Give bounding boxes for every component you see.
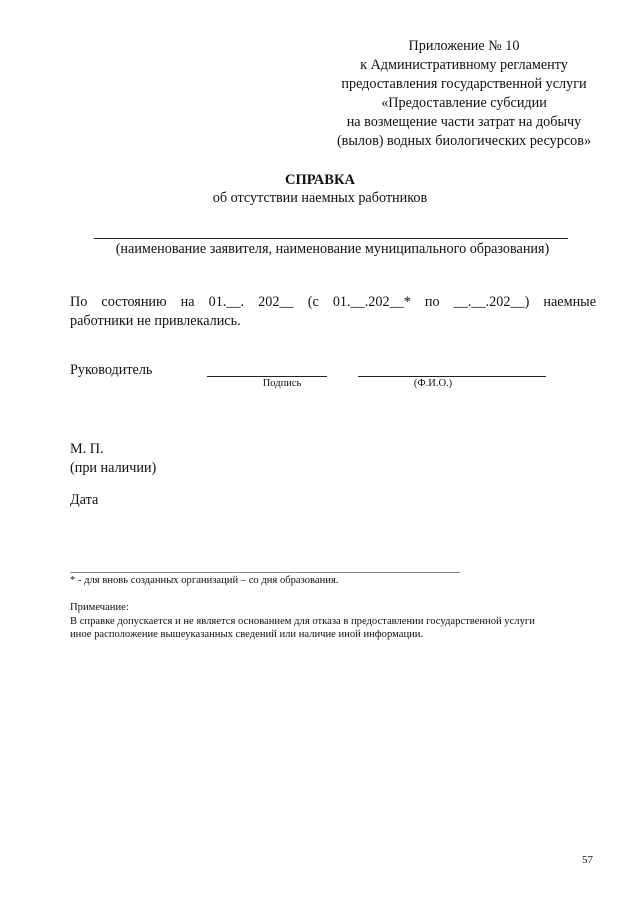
stamp-block <box>70 440 156 478</box>
appendix-header <box>300 37 628 151</box>
document-subtitle: об отсутствии наемных работников <box>212 190 428 206</box>
applicant-fill-line <box>94 238 568 239</box>
document-title: СПРАВКА <box>285 172 355 188</box>
name-caption: (Ф.И.О.) <box>413 378 453 389</box>
appendix-line: Приложение № 10 <box>408 38 520 54</box>
appendix-line: «Предоставление субсидии <box>381 95 547 111</box>
appendix-line: предоставления государственной услуги <box>341 76 587 92</box>
statement-paragraph <box>70 293 596 331</box>
footnote: * - для вновь созданных организаций – со дня образования. <box>70 575 339 586</box>
appendix-line: к Административному регламенту <box>360 57 568 73</box>
note-line: В справке допускается и не является основанием для отказа в предоставлении государственной услуги <box>70 615 535 627</box>
page-number: 57 <box>582 854 593 866</box>
note-heading: Примечание: <box>70 602 129 613</box>
footnote-separator <box>70 572 460 573</box>
signature-fill-line <box>207 376 327 377</box>
statement-line: работники не привлекались. <box>70 313 241 329</box>
appendix-line: на возмещение части затрат на добычу <box>346 114 582 130</box>
applicant-caption: (наименование заявителя, наименование муниципального образования) <box>115 241 550 257</box>
statement-line: По состоянию на 01.__. 202__ (с 01.__.202__* по __.__.202__) наемные <box>70 294 596 310</box>
name-fill-line <box>358 376 546 377</box>
date-label: Дата <box>70 492 99 508</box>
stamp-note: (при наличии) <box>70 460 157 476</box>
note-line: иное расположение вышеуказанных сведений или наличие иной информации. <box>70 629 424 640</box>
signature-caption: Подпись <box>262 378 302 389</box>
note-block <box>70 601 598 642</box>
head-label: Руководитель <box>70 362 153 378</box>
appendix-line: (вылов) водных биологических ресурсов» <box>336 133 592 149</box>
stamp-label: М. П. <box>70 441 104 457</box>
